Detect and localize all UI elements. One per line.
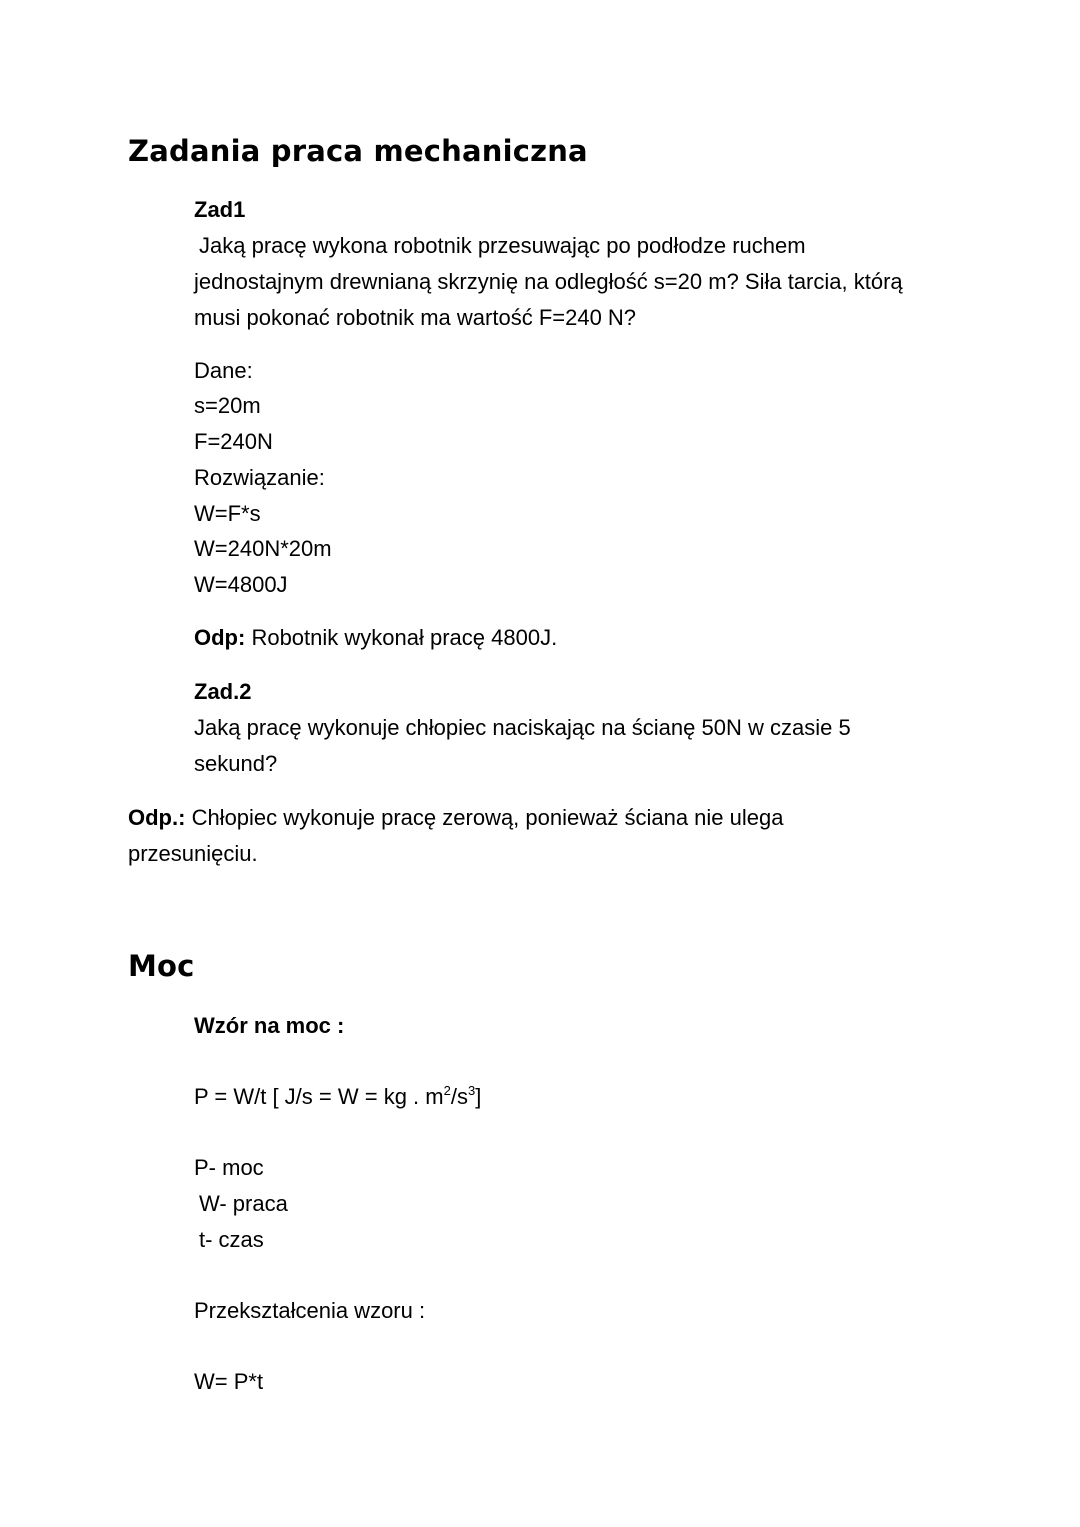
task1-result: W=4800J [194,572,288,597]
task1-question-line-3: musi pokonać robotnik ma wartość F=240 N? [194,305,637,330]
power-formula-exponent-1: 2 [443,1083,451,1098]
task1-given-s: s=20m [194,393,261,418]
task1-question-line-1: Jaką pracę wykona robotnik przesuwając po podłodze ruchem [199,233,806,258]
power-legend-p: P- moc [194,1155,264,1180]
task2-question-line-1: Jaką pracę wykonuje chłopiec naciskając na ścianę 50N w czasie 5 [194,715,851,740]
heading-power: Moc [128,949,195,983]
task1-answer-text: Robotnik wykonał pracę 4800J. [251,625,558,650]
task1-question-line-2: jednostajnym drewnianą skrzynię na odległość s=20 m? Siła tarcia, którą [194,269,903,294]
task2-answer-label: Odp.: [128,805,186,830]
heading-work-tasks: Zadania praca mechaniczna [128,134,588,168]
task1-answer-label: Odp: [194,625,246,650]
task2-question-line-2: sekund? [194,751,278,776]
task1-title: Zad1 [194,197,246,222]
task1-given-label: Dane: [194,358,253,383]
power-formula-label: Wzór na moc : [194,1013,345,1038]
power-transform-label: Przekształcenia wzoru : [194,1298,426,1323]
power-legend-w: W- praca [199,1191,288,1216]
power-formula-exponent-2: 3 [467,1083,476,1098]
task1-substitution: W=240N*20m [194,536,332,561]
task2-answer-text-1: Chłopiec wykonuje pracę zerową, ponieważ ściana nie ulega [191,805,784,830]
power-legend-t: t- czas [199,1227,264,1252]
task2-answer-line-2: przesunięciu. [128,841,258,866]
task1-formula: W=F*s [194,501,261,526]
power-formula-text: P = W/t [ J/s = W = kg . m [194,1084,444,1109]
power-formula [194,1079,481,1115]
task1-solution-label: Rozwiązanie: [194,465,325,490]
power-transform-formula: W= P*t [194,1369,264,1394]
task2-answer-line-1 [128,800,783,836]
task1-answer [194,620,557,656]
task2-title: Zad.2 [194,679,252,704]
power-formula-middle: /s [450,1084,468,1109]
task1-given-f: F=240N [194,429,273,454]
power-formula-end: ] [475,1084,482,1109]
